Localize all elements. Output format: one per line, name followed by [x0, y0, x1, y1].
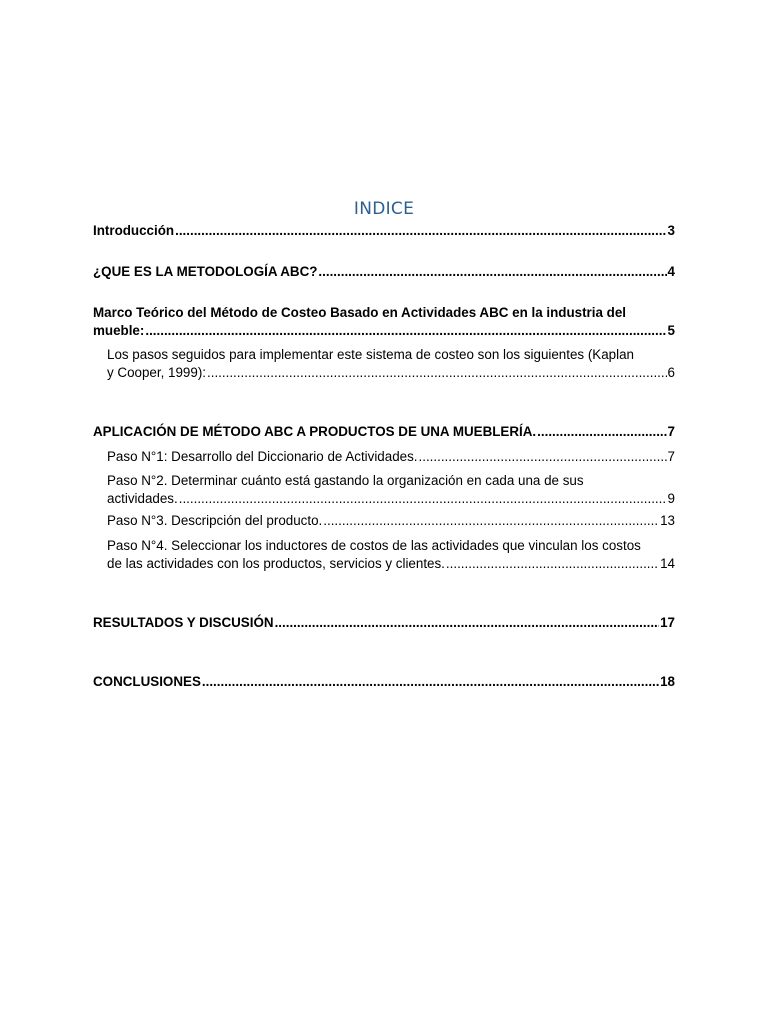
toc-entry-paso-1[interactable]	[107, 448, 675, 466]
toc-entry-resultados[interactable]	[93, 614, 675, 632]
toc-entry-label: Los pasos seguidos para implementar este sistema de costeo son los siguientes (Kaplan	[107, 347, 634, 362]
toc-entry-label: APLICACIÓN DE MÉTODO ABC A PRODUCTOS DE UNA MUEBLERÍA.	[93, 424, 537, 439]
toc-entry-paso-2[interactable]	[107, 472, 675, 508]
toc-page-number: 13	[660, 513, 675, 528]
toc-page-number: 7	[667, 424, 675, 439]
toc-entry-pasos-seguidos[interactable]	[107, 346, 675, 382]
toc-page-number: 6	[667, 365, 675, 380]
toc-entry-label: Paso N°2. Determinar cuánto está gastando la organización en cada una de sus	[107, 473, 584, 488]
toc-entry-introduccion[interactable]	[93, 222, 675, 240]
index-title: INDICE	[353, 199, 415, 219]
toc-page-number: 7	[667, 449, 675, 464]
toc-entry-conclusiones[interactable]	[93, 673, 675, 691]
toc-entry-label-cont: de las actividades con los productos, servicios y clientes.	[107, 556, 445, 571]
toc-entry-label: RESULTADOS Y DISCUSIÓN	[93, 615, 274, 630]
toc-leader-dots	[179, 490, 667, 508]
toc-entry-label: Marco Teórico del Método de Costeo Basado en Actividades ABC en la industria del	[93, 305, 626, 320]
toc-leader-dots	[419, 448, 667, 466]
toc-entry-marco-teorico[interactable]	[93, 304, 675, 340]
toc-entry-metodologia[interactable]	[93, 263, 675, 281]
toc-leader-dots	[275, 614, 660, 632]
toc-leader-dots	[202, 673, 659, 691]
toc-entry-label: Introducción	[93, 223, 175, 238]
toc-leader-dots	[318, 263, 666, 281]
toc-leader-dots	[323, 512, 659, 530]
toc-leader-dots	[145, 322, 666, 340]
toc-entry-paso-4[interactable]	[107, 537, 675, 573]
toc-page-number: 17	[660, 615, 675, 630]
toc-entry-label: Paso N°1: Desarrollo del Diccionario de Actividades.	[107, 449, 418, 464]
toc-page-number: 4	[667, 264, 675, 279]
toc-entry-aplicacion[interactable]	[93, 423, 675, 441]
toc-entry-label: ¿QUE ES LA METODOLOGÍA ABC?	[93, 264, 318, 279]
toc-entry-label: CONCLUSIONES	[93, 674, 201, 689]
toc-entry-label: Paso N°3. Descripción del producto.	[107, 513, 323, 528]
toc-entry-label-cont: mueble:	[93, 323, 145, 338]
toc-leader-dots	[175, 222, 666, 240]
toc-entry-paso-3[interactable]	[107, 512, 675, 530]
toc-entry-label-cont: actividades.	[107, 491, 178, 506]
toc-page-number: 9	[667, 491, 675, 506]
toc-page-number: 18	[660, 674, 675, 689]
toc-leader-dots	[537, 423, 666, 441]
toc-leader-dots	[446, 555, 659, 573]
toc-entry-label: Paso N°4. Seleccionar los inductores de costos de las actividades que vinculan los costos	[107, 538, 641, 553]
toc-page-number: 5	[667, 323, 675, 338]
toc-leader-dots	[207, 364, 667, 382]
toc-page-number: 3	[667, 223, 675, 238]
toc-entry-label-cont: y Cooper, 1999):	[107, 365, 207, 380]
toc-page-number: 14	[660, 556, 675, 571]
